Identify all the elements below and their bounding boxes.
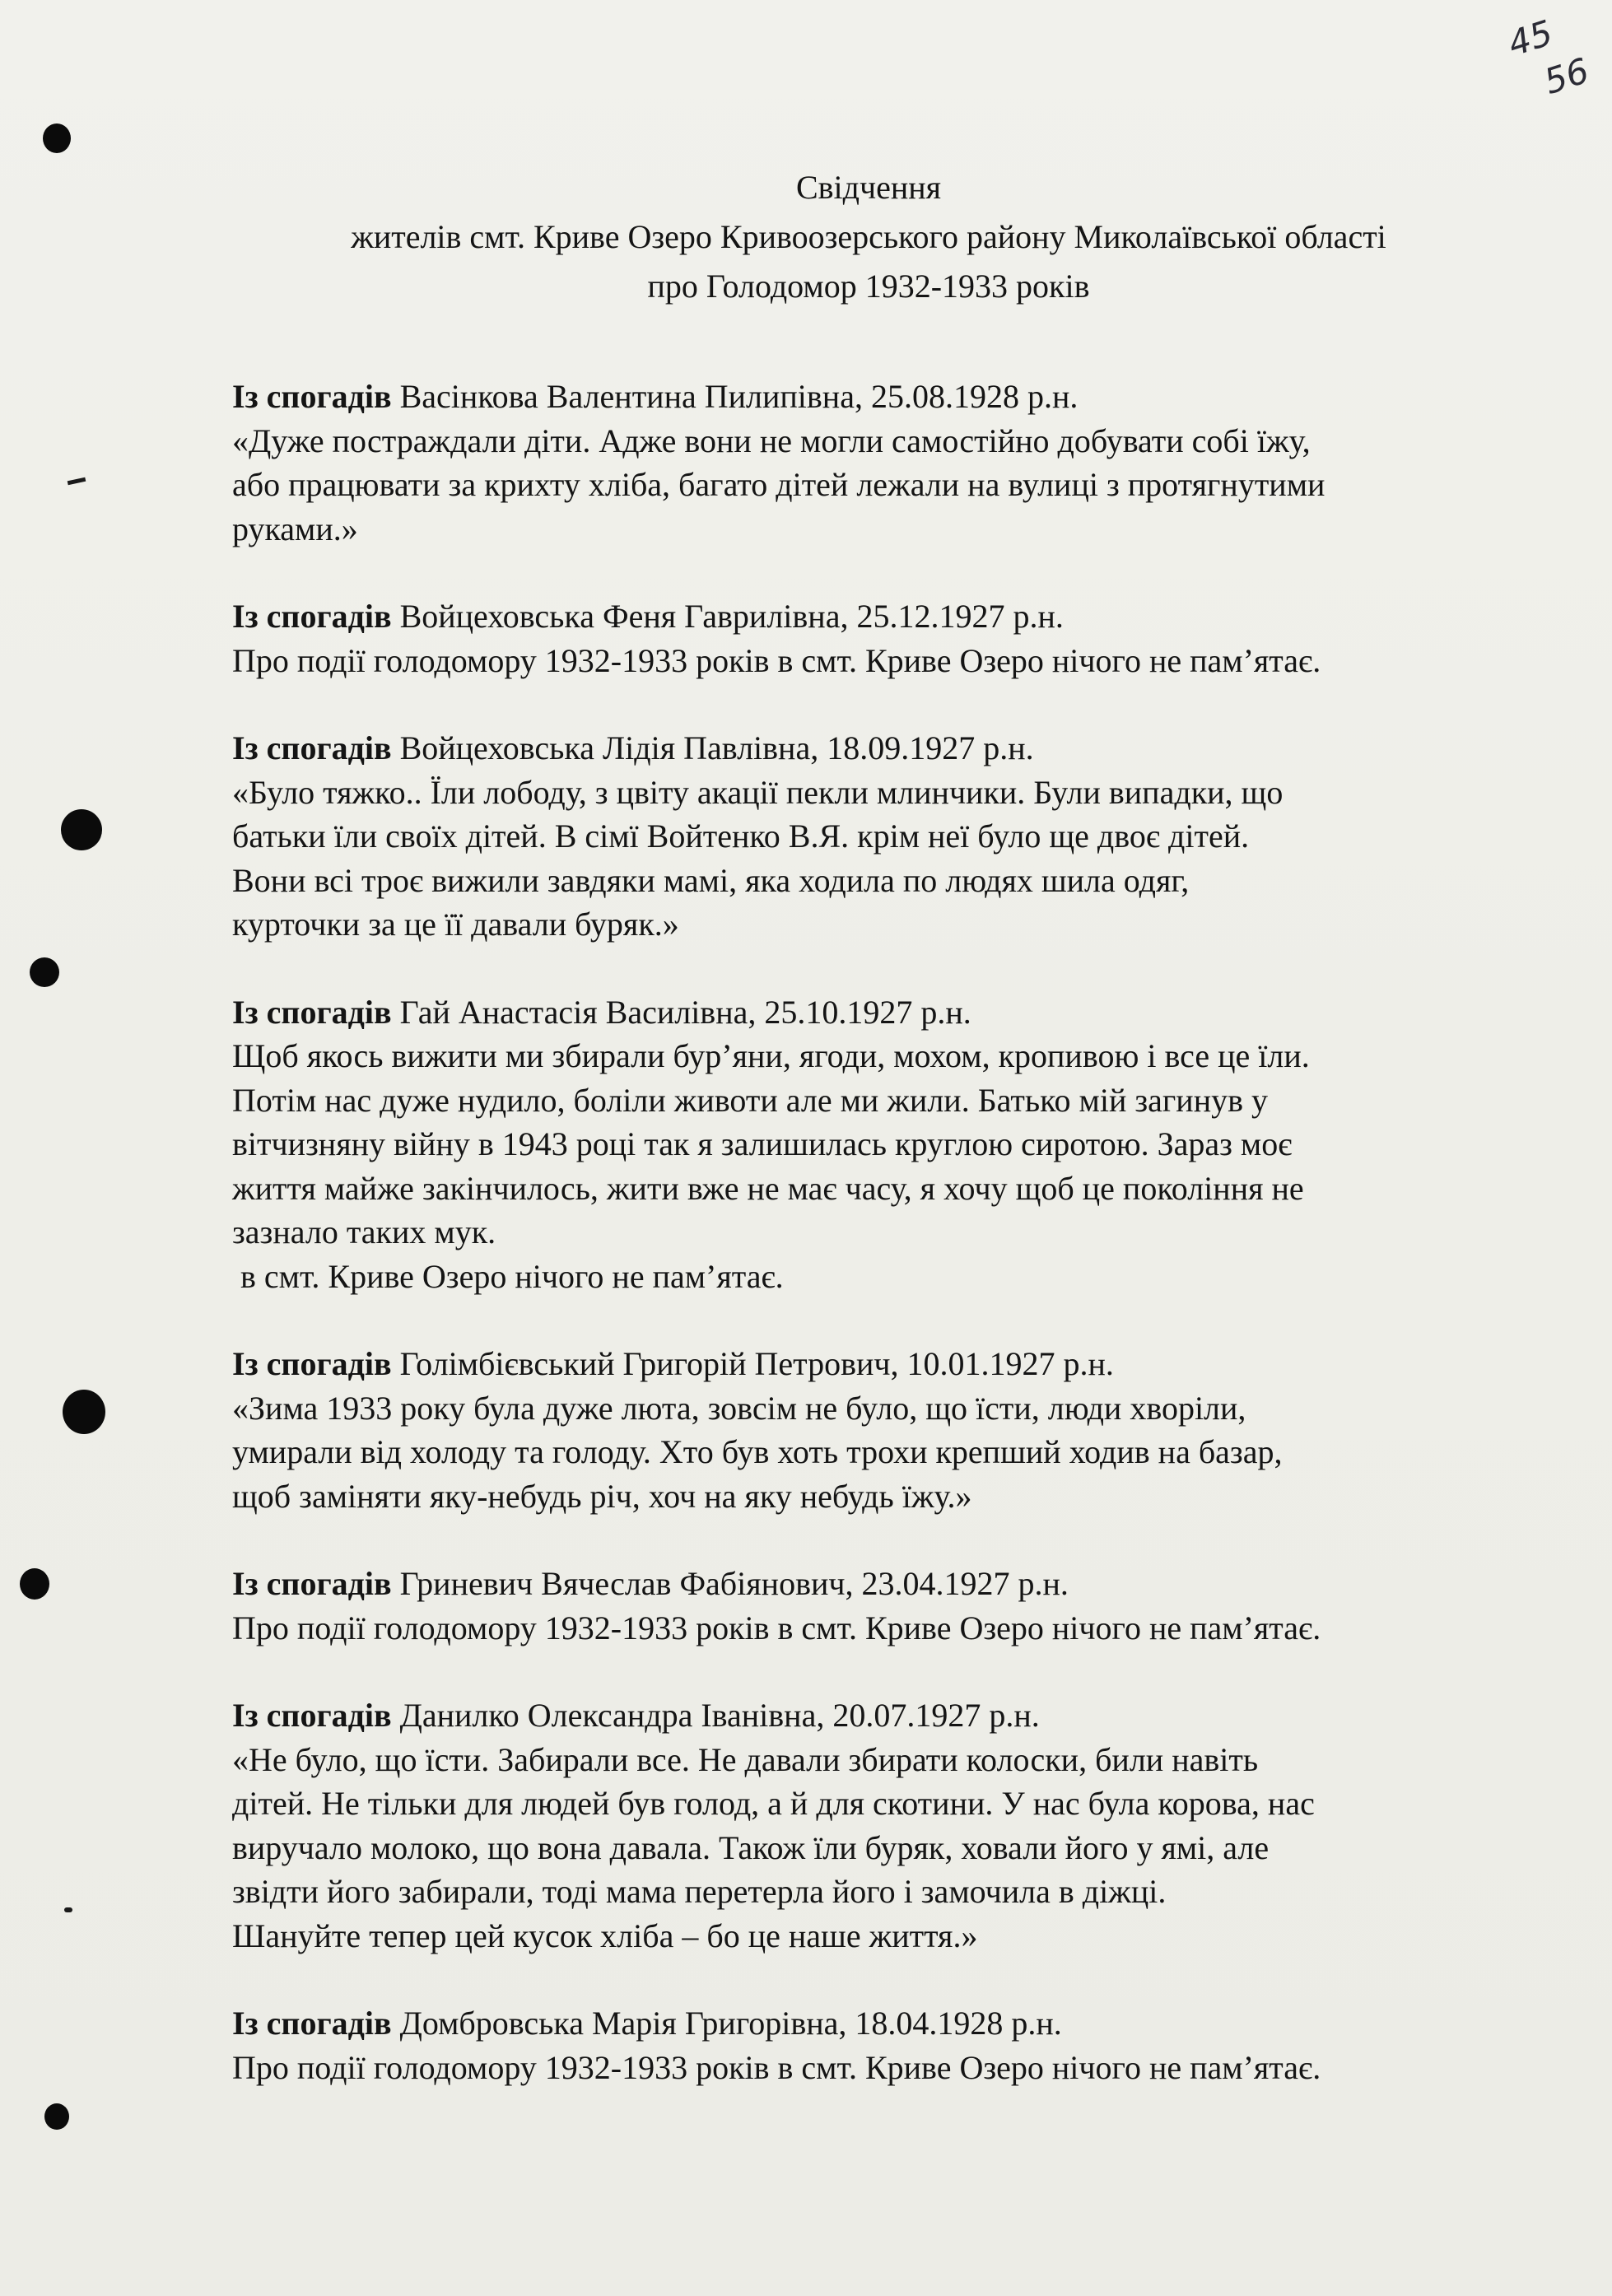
testimony-line: життя майже закінчилось, жити вже не має часу, я хочу щоб це покоління не	[232, 1169, 1304, 1207]
testimony-list	[232, 375, 1516, 2133]
testimony-text	[232, 639, 1516, 683]
testimony-prefix: Із спогадів	[232, 993, 392, 1031]
testimony-line: вітчизняну війну в 1943 році так я залишилась круглою сиротою. Зараз моє	[232, 1125, 1293, 1162]
testimony-person: Войцеховська Феня Гаврилівна, 25.12.1927 р.н.	[399, 598, 1064, 635]
testimony-entry	[232, 594, 1516, 682]
testimony-line: Щоб якось вижити ми збирали бур’яни, ягоди, мохом, кропивою і все це їли.	[232, 1037, 1310, 1074]
punch-hole	[20, 1568, 49, 1600]
testimony-person: Гриневич Вячеслав Фабіянович, 23.04.1927 р.н.	[399, 1565, 1069, 1602]
punch-hole	[43, 123, 71, 153]
testimony-entry	[232, 990, 1516, 1299]
testimony-entry	[232, 1562, 1516, 1650]
document-header	[0, 163, 1612, 311]
testimony-line: звідти його забирали, тоді мама перетерла його і замочила в діжці.	[232, 1873, 1167, 1910]
testimony-line: в смт. Криве Озеро нічого не пам’ятає.	[232, 1257, 784, 1295]
testimony-person: Васінкова Валентина Пилипівна, 25.08.1928 р.н.	[399, 378, 1079, 415]
testimony-line: руками.»	[232, 510, 358, 547]
testimony-line: зазнало таких мук.	[232, 1213, 496, 1250]
testimony-person: Войцеховська Лідія Павлівна, 18.09.1927 р.н.	[399, 729, 1034, 766]
testimony-text	[232, 2046, 1516, 2090]
testimony-line: щоб заміняти яку-небудь річ, хоч на яку небудь їжу.»	[232, 1477, 972, 1515]
testimony-text	[232, 771, 1516, 947]
testimony-heading	[232, 990, 1516, 1035]
testimony-text	[232, 1738, 1516, 1958]
margin-mark	[64, 1907, 72, 1912]
testimony-line: «Дуже постраждали діти. Адже вони не могли самостійно добувати собі їжу,	[232, 421, 1311, 459]
testimony-prefix: Із спогадів	[232, 378, 392, 415]
testimony-text	[232, 419, 1516, 552]
margin-mark	[68, 477, 86, 485]
testimony-prefix: Із спогадів	[232, 2005, 392, 2042]
testimony-line: батьки їли своїх дітей. В сімї Войтенко В.Я. крім неї було ще двоє дітей.	[232, 817, 1250, 855]
testimony-heading	[232, 1562, 1516, 1606]
testimony-person: Гай Анастасія Василівна, 25.10.1927 р.н.	[399, 993, 971, 1031]
testimony-heading	[232, 375, 1516, 419]
testimony-person: Домбровська Марія Григорівна, 18.04.1928 р.н.	[399, 2005, 1062, 2042]
testimony-heading	[232, 726, 1516, 771]
testimony-person: Данилко Олександра Іванівна, 20.07.1927 р.н.	[399, 1697, 1040, 1734]
testimony-entry	[232, 1342, 1516, 1518]
testimony-heading	[232, 1693, 1516, 1738]
testimony-heading	[232, 1342, 1516, 1386]
testimony-line: Шануйте тепер цей кусок хліба – бо це наше життя.»	[232, 1916, 978, 1954]
testimony-line: Про події голодомору 1932-1933 років в смт. Криве Озеро нічого не пам’ятає.	[232, 641, 1321, 679]
testimony-line: «Зима 1933 року була дуже люта, зовсім не було, що їсти, люди хворіли,	[232, 1389, 1246, 1427]
testimony-line: курточки за це її давали буряк.»	[232, 906, 679, 943]
testimony-line: умирали від холоду та голоду. Хто був хоть трохи крепший ходив на базар,	[232, 1433, 1283, 1470]
testimony-heading	[232, 594, 1516, 639]
testimony-line: виручало молоко, що вона давала. Також їли буряк, ховали його у ямі, але	[232, 1828, 1270, 1866]
folio-number-bottom: 56	[1539, 49, 1594, 103]
testimony-prefix: Із спогадів	[232, 729, 392, 766]
header-subtitle: жителів смт. Криве Озеро Кривоозерського району Миколаївської області	[351, 218, 1386, 255]
testimony-line: Про події голодомору 1932-1933 років в смт. Криве Озеро нічого не пам’ятає.	[232, 1609, 1321, 1646]
folio-number-top: 45	[1503, 12, 1558, 65]
testimony-line: Про події голодомору 1932-1933 років в смт. Криве Озеро нічого не пам’ятає.	[232, 2048, 1321, 2086]
testimony-text	[232, 1606, 1516, 1651]
testimony-entry	[232, 375, 1516, 551]
testimony-person: Голімбієвський Григорій Петрович, 10.01.1927 р.н.	[399, 1345, 1114, 1382]
testimony-prefix: Із спогадів	[232, 598, 392, 635]
punch-hole	[30, 957, 59, 987]
testimony-line: Потім нас дуже нудило, боліли животи але ми жили. Батько мій загинув у	[232, 1081, 1269, 1119]
punch-hole	[63, 1390, 105, 1434]
testimony-line: «Не було, що їсти. Забирали все. Не давали збирати колоски, били навіть	[232, 1740, 1259, 1778]
header-title: Свідчення	[795, 169, 942, 206]
punch-hole	[61, 809, 102, 850]
testimony-line: Вони всі троє вижили завдяки мамі, яка ходила по людях шила одяг,	[232, 861, 1190, 899]
testimony-entry	[232, 1693, 1516, 1958]
testimony-heading	[232, 2001, 1516, 2046]
header-subtitle-2: про Голодомор 1932-1933 років	[647, 268, 1090, 305]
testimony-line: дітей. Не тільки для людей був голод, а й для скотини. У нас була корова, нас	[232, 1785, 1315, 1822]
testimony-prefix: Із спогадів	[232, 1345, 392, 1382]
testimony-entry	[232, 2001, 1516, 2089]
testimony-prefix: Із спогадів	[232, 1697, 392, 1734]
testimony-prefix: Із спогадів	[232, 1565, 392, 1602]
testimony-text	[232, 1034, 1516, 1298]
testimony-line: або працювати за крихту хліба, багато дітей лежали на вулиці з протягнутими	[232, 466, 1325, 503]
testimony-text	[232, 1386, 1516, 1519]
testimony-line: «Було тяжко.. Їли лободу, з цвіту акації пекли млинчики. Були випадки, що	[232, 773, 1284, 811]
testimony-entry	[232, 726, 1516, 947]
punch-hole	[44, 2103, 69, 2130]
